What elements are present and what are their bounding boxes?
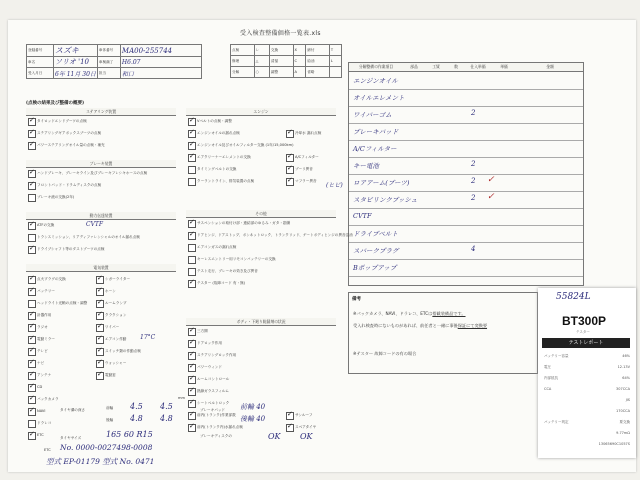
electric-item-12: ドラレコ <box>37 421 52 425</box>
electric-item-4: ラジオ <box>37 325 48 329</box>
electric-right-item-7: ウォッシャー <box>105 361 127 365</box>
remarks-line-3: ※テスター 故障コードの有の場合 <box>353 351 417 356</box>
electric-right-checkbox-7[interactable] <box>96 360 104 368</box>
car-value: ソリオ '10 <box>54 57 98 68</box>
tire-size: 165 60 R15 <box>106 430 153 439</box>
electric-right-checkbox-8[interactable] <box>96 372 104 380</box>
engine-checkbox-3[interactable] <box>188 154 196 162</box>
brake-checkbox-1[interactable] <box>28 182 36 190</box>
parts-mark: ✓ <box>487 192 495 202</box>
engine-checkbox-0[interactable] <box>188 118 196 126</box>
body-item-2: ステアリングロック作用 <box>197 353 237 357</box>
legend-symbol-5: L <box>329 56 341 67</box>
brake-checkbox-0[interactable] <box>28 170 36 178</box>
parts-item: ドライブベルト <box>353 230 398 238</box>
engine-title: エンジン <box>186 108 336 116</box>
steering-item-0: タイロッドエンドブーツの点検 <box>37 119 87 123</box>
body-item-1: ドアロック作用 <box>197 341 222 345</box>
electric-checkbox-0[interactable] <box>28 276 36 284</box>
body-checkbox-6[interactable] <box>188 400 196 408</box>
engine-checkbox-2[interactable] <box>188 142 196 150</box>
other-checkbox-1[interactable] <box>188 232 196 240</box>
other-checkbox-0[interactable] <box>188 220 196 228</box>
parts-item: Bポップアップ <box>353 264 397 272</box>
engine-extra-5: マフラー異音 <box>295 179 317 183</box>
legend-symbol-8 <box>329 67 341 78</box>
tire-depth-label: タイヤ溝の深さ <box>60 408 86 412</box>
brake-rotor-rear: OK <box>300 432 313 441</box>
receipt-line-value: 307CCA <box>616 387 630 391</box>
parts-side-note: (ヒビ) <box>326 182 343 189</box>
electric-checkbox-6[interactable] <box>28 348 36 356</box>
electric-item-5: 電動ミラー <box>37 337 55 341</box>
power-checkbox-0[interactable] <box>28 222 36 230</box>
car-label: 車名 <box>27 57 54 68</box>
parts-col-4: 仕入単価 <box>465 63 492 72</box>
parts-col-3: 数 <box>447 63 466 72</box>
tire-front-right: 4.5 <box>160 402 173 411</box>
inspection-heading: (点検の結果及び整備の概要) <box>26 101 85 106</box>
engine-item-2: エンジンオイル及びオイルフィルター交換 (1年/15,000km) <box>197 143 294 147</box>
vehicle-info-table <box>26 44 202 79</box>
steering-checkbox-1[interactable] <box>28 130 36 138</box>
engine-item-4: タイミングベルトの交換 <box>197 167 237 171</box>
parts-item: ロアアーム(ブーツ) <box>353 179 410 187</box>
parts-row <box>349 158 583 175</box>
electric-item-0: 点火プラグの交換 <box>37 277 66 281</box>
electric-right-checkbox-6[interactable] <box>96 348 104 356</box>
electric-right-checkbox-5[interactable] <box>96 336 104 344</box>
electric-right-item-5: エアコン作動 <box>105 337 127 341</box>
legend-text-1: 交換 <box>269 45 293 56</box>
parts-item: A/Cフィルター <box>353 145 397 153</box>
parts-col-5: 単価 <box>491 63 518 72</box>
engine-extra-3: A/Cフィルター <box>295 155 319 159</box>
reg-label: 登録番号 <box>27 45 54 57</box>
engine-item-3: エアクリーナーエレメントの交換 <box>197 155 251 159</box>
legend-symbol-4: C <box>293 56 306 67</box>
parts-qty: 2 <box>471 160 476 168</box>
legend-text-2: 締付 <box>306 45 330 56</box>
receipt-line-value: 12.13V <box>617 365 630 369</box>
electric-title: 電気装置 <box>26 264 176 272</box>
electric-checkbox-8[interactable] <box>28 372 36 380</box>
engine-extra-checkbox-5[interactable] <box>286 178 294 186</box>
other-item-0: サスペンションの取付け部・連結部のゆるみ・ガタ・損傷 <box>197 221 291 225</box>
vin-value: MA00-255744 <box>120 45 201 57</box>
parts-qty: 4 <box>471 245 476 253</box>
remarks-title: 備考 <box>352 297 361 302</box>
electric-checkbox-5[interactable] <box>28 336 36 344</box>
electric-right-item-8: 電動窓 <box>105 373 116 377</box>
receipt-line-label: 内部抵抗 <box>544 376 558 380</box>
legend-text-7: 調整 <box>269 67 293 78</box>
etc-number: No. 0000-0027498-0008 <box>60 443 153 452</box>
steering-checkbox-0[interactable] <box>28 118 36 126</box>
receipt-line-value: 要交換 <box>619 420 630 424</box>
electric-checkbox-10[interactable] <box>28 396 36 404</box>
electric-right-note-5: 17°C <box>140 334 156 341</box>
parts-col-2: 工賃 <box>425 63 448 72</box>
remarks-box <box>348 292 538 374</box>
electric-right-item-2: ルームランプ <box>105 301 127 305</box>
engine-item-0: Vベルトの点検・調整 <box>197 119 232 123</box>
body-extra-8: スペアタイヤ <box>295 425 317 429</box>
other-title: その他 <box>186 210 336 218</box>
legend-text-8: 省略 <box>306 67 330 78</box>
engine-extra-1: 冷却水 漏れ点検 <box>295 131 322 135</box>
legend-symbol-6: ○ <box>254 67 269 78</box>
reg-value: スズキ <box>54 45 98 57</box>
electric-checkbox-9[interactable] <box>28 384 36 392</box>
receipt-line-value: 64% <box>622 376 630 380</box>
power-item-1: トランスミッション、リアディファレンシャルのオイル漏れ点検 <box>37 235 140 239</box>
power-title: 動力伝達装置 <box>26 212 176 220</box>
electric-right-checkbox-4[interactable] <box>96 324 104 332</box>
brake-pad-label: ブレーキパッド <box>200 408 226 412</box>
tire-size-label: タイヤサイズ <box>60 436 82 440</box>
legend-symbol-2: T <box>329 45 341 56</box>
person-value: 和口 <box>120 68 201 79</box>
receive-date-label: 受入月日 <box>27 68 54 79</box>
body-checkbox-0[interactable] <box>188 328 196 336</box>
electric-checkbox-3[interactable] <box>28 312 36 320</box>
power-checkbox-1[interactable] <box>28 234 36 242</box>
engine-item-5: クーラントライン、排気装置の点検 <box>197 179 255 183</box>
steering-item-1: ステアリングギアボックスブーツの点検 <box>37 131 102 135</box>
other-item-4: テスト走行、ブレーキの効き及び異音 <box>197 269 258 273</box>
inspect-expiry-label: 車検満了 <box>97 57 120 68</box>
inspect-expiry-value: H6.07 <box>120 57 201 68</box>
receipt-model: BT300P <box>562 314 607 328</box>
body-item-6: シートベルトロック <box>197 401 230 405</box>
body-extra-7: サンルーフ <box>295 413 313 417</box>
engine-extra-checkbox-1[interactable] <box>286 130 294 138</box>
battery-test-receipt <box>538 288 636 458</box>
receipt-line-value: JIS <box>625 398 630 402</box>
engine-checkbox-1[interactable] <box>188 130 196 138</box>
tire-rear-left: 4.8 <box>130 414 143 423</box>
legend-text-4: 清掃 <box>269 56 293 67</box>
electric-right-item-0: シガーライター <box>105 277 131 281</box>
receipt-line-label: CCA <box>544 387 552 391</box>
body-checkbox-2[interactable] <box>188 352 196 360</box>
parts-qty: 2 <box>471 194 476 202</box>
parts-mark: ✓ <box>487 175 495 185</box>
receipt-line-label: バッテリー判定 <box>544 420 569 424</box>
receipt-line-value: 9.77mΩ <box>616 431 630 435</box>
electric-item-2: ヘッドライト光軸の点検・調整 <box>37 301 88 305</box>
brake-pad-rear: 後輪 40 <box>240 415 266 423</box>
remarks-line-1: ※パックカメラ、NAVI、ドラレコ、ETCは搭載装備品です。 <box>353 311 466 316</box>
engine-extra-4: ブーリ異音 <box>295 167 313 171</box>
parts-item: オイルエレメント <box>353 94 405 102</box>
footer-note: 型式 EP-01179 型式 No. 0471 <box>46 457 155 466</box>
electric-item-1: バッテリー <box>37 289 55 293</box>
steering-checkbox-2[interactable] <box>28 142 36 150</box>
person-label: 担当 <box>97 68 120 79</box>
parts-item: スタビリンクブッシュ <box>353 196 418 204</box>
parts-qty: 2 <box>471 177 476 185</box>
electric-right-item-6: スイッチ類の作動点検 <box>105 349 141 353</box>
etc-label: ETC <box>44 448 51 452</box>
receipt-line-label: 電圧 <box>544 365 551 369</box>
brake-checkbox-2[interactable] <box>28 194 36 202</box>
legend-symbol-0: レ <box>254 45 269 56</box>
electric-right-item-1: ホーン <box>105 289 116 293</box>
brake-title: ブレーキ装置 <box>26 160 176 168</box>
body-item-7: 前内(トランク)作業部数 <box>197 413 236 417</box>
engine-item-1: エンジンオイルの漏れ点検 <box>197 131 240 135</box>
body-item-3: パワーウィンド <box>197 365 222 369</box>
electric-checkbox-7[interactable] <box>28 360 36 368</box>
brake-pad-front: 前輪 40 <box>240 403 266 411</box>
other-checkbox-2[interactable] <box>188 244 196 252</box>
vin-label: 車体番号 <box>97 45 120 57</box>
brake-rotor-label: ブレーキディスクの <box>200 434 232 438</box>
legend-text-5: 給油 <box>306 56 330 67</box>
legend-table <box>230 44 342 78</box>
electric-item-6: テレビ <box>37 349 48 353</box>
receipt-line-value: 13065690C1057S <box>598 442 630 446</box>
legend-text-3: 修理 <box>231 56 255 67</box>
parts-col-1: 部品 <box>403 63 426 72</box>
tire-front-left: 4.5 <box>130 402 143 411</box>
electric-item-13: ETC <box>37 433 44 437</box>
power-item-0: ATFの交換 <box>37 223 55 227</box>
tire-unit: mm <box>178 396 186 400</box>
parts-table <box>348 62 584 286</box>
electric-item-10: バックカメラ <box>37 397 59 401</box>
power-checkbox-2[interactable] <box>28 246 36 254</box>
receipt-sub: テスター <box>576 330 590 334</box>
body-checkbox-4[interactable] <box>188 376 196 384</box>
body-item-5: 熱線ガラスフィルム <box>197 389 229 393</box>
parts-row <box>349 209 583 226</box>
parts-item: スパークプラグ <box>353 247 399 255</box>
parts-item: ワイパーゴム <box>353 111 392 119</box>
electric-checkbox-2[interactable] <box>28 300 36 308</box>
body-checkbox-7[interactable] <box>188 412 196 420</box>
parts-item: キー電池 <box>353 162 379 170</box>
body-checkbox-5[interactable] <box>188 388 196 396</box>
page-title: 受入検査整備価格一覧表.xls <box>240 30 321 37</box>
electric-right-item-4: ワイパー <box>105 325 120 329</box>
electric-right-checkbox-0[interactable] <box>96 276 104 284</box>
steering-item-2: パワーステアリングオイル量の点検・補充 <box>37 143 105 147</box>
tire-rear-right: 4.8 <box>160 414 173 423</box>
tire-front-label: 前輪 <box>106 406 114 410</box>
receipt-line-value: 46% <box>622 354 630 358</box>
electric-item-9: CD <box>37 385 43 389</box>
parts-col-6: 金額 <box>517 63 584 72</box>
electric-checkbox-4[interactable] <box>28 324 36 332</box>
electric-item-8: アンテナ <box>37 373 52 377</box>
receipt-line-label: バッテリー容量 <box>544 354 569 358</box>
receive-date-value: 6年 11月 30日 <box>54 68 98 79</box>
parts-item: CVTF <box>353 212 372 220</box>
electric-right-checkbox-2[interactable] <box>96 300 104 308</box>
electric-right-checkbox-3[interactable] <box>96 312 104 320</box>
brake-item-0: ハンドブレーキ、ブレーキライン及びブレーキフレシキホースの点検 <box>37 171 148 175</box>
brake-item-2: ブレーキ液の交換(2年) <box>37 195 75 199</box>
electric-item-11: NAVI <box>37 409 46 413</box>
receipt-code: 55824L <box>556 292 591 302</box>
parts-col-0: 分解整備の作業項目 <box>349 63 404 72</box>
electric-checkbox-11[interactable] <box>28 408 36 416</box>
electric-right-checkbox-1[interactable] <box>96 288 104 296</box>
legend-symbol-3: △ <box>254 56 269 67</box>
electric-checkbox-13[interactable] <box>28 432 36 440</box>
body-checkbox-3[interactable] <box>188 364 196 372</box>
other-item-1: ドアヒンジ、ドアストップ、ボンネットロック、トランクリッド、ゲートボディヒンジの異音注油 <box>197 233 353 237</box>
electric-checkbox-1[interactable] <box>28 288 36 296</box>
engine-extra-checkbox-3[interactable] <box>286 154 294 162</box>
other-item-2: エアコンガスの漏れ点検 <box>197 245 237 249</box>
receipt-line-value: 170CCA <box>616 409 630 413</box>
body-item-8: 前内(トランク内)水漏れ点検 <box>197 425 243 429</box>
parts-item: エンジンオイル <box>353 77 398 85</box>
engine-extra-checkbox-4[interactable] <box>286 166 294 174</box>
parts-qty: 2 <box>471 109 476 117</box>
legend-text-6: 分解 <box>231 67 255 78</box>
other-checkbox-5[interactable] <box>188 280 196 288</box>
tire-rear-label: 後輪 <box>106 418 114 422</box>
other-item-3: キーレスエントリー用リモコンバッテリーの交換 <box>197 257 276 261</box>
body-title: ボディ・下廻り防錆剤の状況 <box>186 318 336 326</box>
steering-title: ステアリング装置 <box>26 108 176 116</box>
parts-item: ブレーキパッド <box>353 128 399 136</box>
brake-rotor-front: OK <box>268 432 281 441</box>
engine-checkbox-5[interactable] <box>188 178 196 186</box>
body-extra-checkbox-7[interactable] <box>286 412 294 420</box>
other-checkbox-4[interactable] <box>188 268 196 276</box>
other-checkbox-3[interactable] <box>188 256 196 264</box>
remarks-line-2: 受入れ検査時にないものがあれば、前任者と一緒に事後保証にて変換要 <box>353 323 488 328</box>
legend-symbol-7: A <box>293 67 306 78</box>
brake-item-1: フロントパッド・ドラムディスクの点検 <box>37 183 102 187</box>
body-checkbox-8[interactable] <box>188 424 196 432</box>
body-extra-checkbox-8[interactable] <box>286 424 294 432</box>
electric-checkbox-12[interactable] <box>28 420 36 428</box>
electric-right-item-3: クラクション <box>105 313 127 317</box>
power-note-0: CVTF <box>86 221 104 228</box>
body-checkbox-1[interactable] <box>188 340 196 348</box>
receipt-banner: テストレポート <box>542 338 630 348</box>
power-item-2: ドライブシャフト等のダストブーツの点検 <box>37 247 105 251</box>
body-item-4: ルームコントロール <box>197 377 230 381</box>
body-item-0: 三方開 <box>197 329 208 333</box>
electric-item-3: 計器作用 <box>37 313 52 317</box>
legend-symbol-1: X <box>293 45 306 56</box>
engine-checkbox-4[interactable] <box>188 166 196 174</box>
electric-item-7: ナビ <box>37 361 45 365</box>
other-item-5: テスター (故障コード 有・無) <box>197 281 246 285</box>
legend-text-0: 点検 <box>231 45 255 56</box>
